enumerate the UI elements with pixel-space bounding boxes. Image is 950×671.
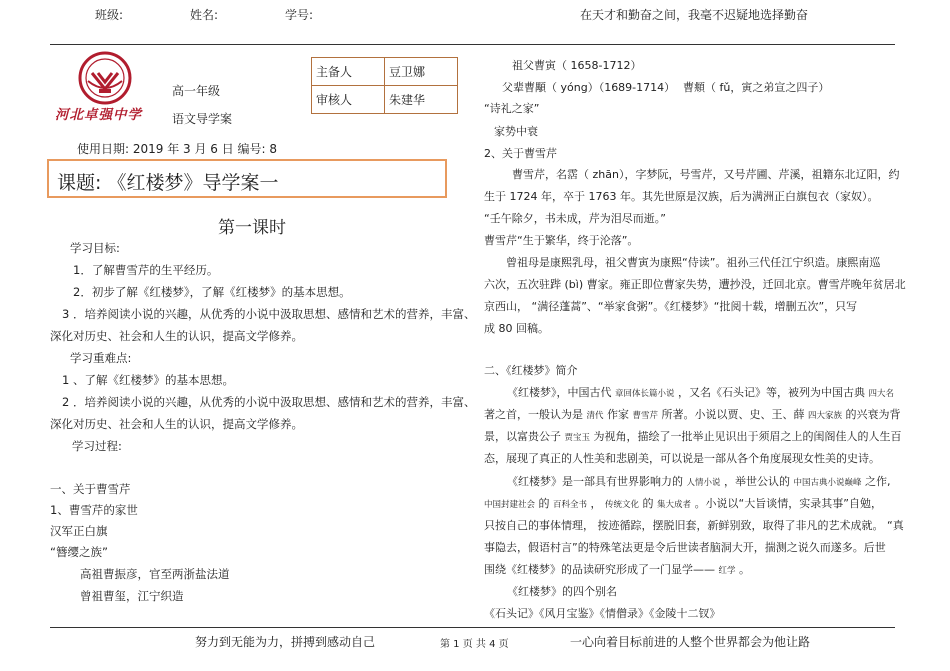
intro-note: 清代: [586, 411, 604, 421]
father-line-b: 曹頫（ fǔ，寅之弟宣之四子）: [683, 81, 830, 94]
section-2-heading: 二、《红楼梦》简介: [484, 364, 578, 377]
family-quote: “簪缨之族”: [50, 545, 108, 559]
intro-note: 贾宝玉: [564, 433, 591, 443]
intro-note: 章回体长篇小说: [615, 389, 675, 399]
intro-text: 《红楼梦》是一部具有世界影响力的: [507, 475, 683, 488]
intro-line-5: [507, 473, 891, 489]
goal-2: 2．初步了解《红楼梦》，了解《红楼梦》的基本思想。: [73, 285, 351, 299]
bio-line-1: 曹雪芹，名霑（ zhān），字梦阮，号雪芹，又号芹圃、芹溪，祖籍东北辽阳，约: [512, 168, 900, 181]
quote-life: 曹雪芹“生于繁华，终于沦落”。: [484, 234, 639, 247]
section-1-heading: 一、关于曹雪芹: [50, 482, 131, 496]
great-great-grandfather: 高祖曹振彦，官至两浙盐法道: [80, 567, 230, 581]
intro-line-4: 态，展现了真正的人性美和悲剧美，可以说是一部从各个角度展现女性美的史诗。: [484, 452, 880, 465]
name-label: 姓名:: [190, 8, 219, 22]
intro-line-7: 只按自己的事体情理， 按迹循踪，摆脱旧套，新鲜别致，取得了非凡的艺术成就。 “真: [484, 519, 904, 532]
goal-3-line2: 深化对历史、社会和人生的认识，提高文学修养。: [50, 329, 303, 343]
intro-note: 传统文化: [605, 500, 640, 510]
header-motto: 在天才和勤奋之间，我毫不迟疑地选择勤奋: [580, 8, 809, 22]
school-logo: [55, 51, 155, 123]
reviewer-name: 朱建华: [385, 86, 458, 114]
intro-line-6: [484, 495, 882, 511]
intro-text: 作家: [607, 408, 630, 421]
intro-note: 四大家族: [808, 411, 843, 421]
intro-text: 景，以富贵公子: [484, 430, 561, 443]
intro-line-2: [484, 406, 901, 422]
goal-1: 1．了解曹雪芹的生平经历。: [73, 263, 219, 277]
intro-line-1: [507, 384, 894, 400]
goal-3-line1: 3 ．培养阅读小说的兴趣，从优秀的小说中汲取思想、感情和艺术的营养，丰富、: [62, 307, 476, 321]
intro-line-3: [484, 428, 902, 444]
intro-text: 的: [642, 497, 654, 510]
intro-text: ，又名《石头记》等，被列为中国古典: [678, 386, 866, 399]
intro-text: 围绕《红楼梦》的品读研究形成了一门显学——: [484, 563, 715, 576]
reviewer-label: 审核人: [312, 86, 385, 114]
father-line-a: 父辈曹顒（ yóng）（1689-1714）: [502, 81, 676, 94]
key-2-line2: 深化对历史、社会和人生的认识，提高文学修养。: [50, 417, 303, 431]
intro-text: 的兴衰为背: [845, 408, 901, 421]
process-label: 学习过程:: [72, 439, 122, 453]
intro-note: 四大名: [868, 389, 895, 399]
intro-text: 所著。小说以贾、史、王、薛: [661, 408, 805, 421]
footer-rule: [50, 627, 895, 628]
intro-note: 中国封建社会: [484, 500, 536, 510]
class-label: 班级:: [95, 8, 124, 22]
bio-line-4: 六次，五次驻跸 (bì) 曹家。雍正即位曹家失势，遭抄没，迁回北京。曹雪芹晚年贫居北: [484, 278, 906, 291]
intro-text: 《红楼梦》，中国古代: [507, 386, 612, 399]
intro-note: 百科全书: [553, 500, 588, 510]
intro-text: ，: [590, 497, 602, 510]
intro-text: ，举世公认的: [724, 475, 791, 488]
intro-text: 的: [538, 497, 550, 510]
intro-note: 曹雪芹: [632, 411, 659, 421]
usage-date: 使用日期: 2019 年 3 月 6 日 编号: 8: [77, 142, 278, 156]
alias-label: 《红楼梦》的四个别名: [507, 585, 617, 598]
grade-label: 高一年级: [172, 84, 221, 98]
great-grandfather: 曾祖曹玺，江宁织造: [80, 589, 184, 603]
key-1: 1 、了解《红楼梦》的基本思想。: [62, 373, 234, 387]
bio-line-2: 生于 1724 年，卒于 1763 年。其先世原是汉族，后为满洲正白旗包衣（家奴）。: [484, 190, 879, 203]
subject-label: 语文导学案: [172, 112, 233, 126]
section-1-2-heading: 2、关于曹雪芹: [484, 147, 557, 160]
intro-text: 之作,: [865, 475, 891, 488]
intro-text: 。: [739, 563, 751, 576]
lesson-title-box: [47, 159, 447, 198]
bio-line-5: 京西山， “满径蓬蒿”、“举家食粥”。《红楼梦》“批阅十载，增删五次”，只写: [484, 300, 858, 313]
quote-new-year: “壬午除夕，书未成，芹为泪尽而逝。”: [484, 212, 666, 225]
key-2-line1: 2 ．培养阅读小说的兴趣，从优秀的小说中汲取思想、感情和艺术的营养，丰富、: [62, 395, 476, 409]
logo-text: 河北卓强中学: [55, 107, 142, 123]
intro-note: 人情小说: [686, 478, 721, 488]
footer-left-motto: 努力到无能为力，拼搏到感动自己: [195, 635, 376, 649]
intro-text: 著之首，一般认为是: [484, 408, 583, 421]
grandfather-line: 祖父曹寅（ 1658-1712）: [512, 59, 642, 72]
preparer-label: 主备人: [312, 58, 385, 86]
lesson-title: 课题: 《红楼梦》导学案一: [57, 172, 279, 194]
bio-line-3: 曾祖母是康熙乳母，祖父曹寅为康熙“侍读”。祖孙三代任江宁织造。康熙南巡: [506, 256, 881, 269]
keys-label: 学习重难点:: [70, 351, 132, 365]
intro-text: 为视角，描绘了一批举止见识出于须眉之上的闺阁佳人的人生百: [593, 430, 902, 443]
intro-text: 。小说以“大旨谈情，实录其事”自勉，: [694, 497, 882, 510]
section-1-1-heading: 1、曹雪芹的家世: [50, 503, 138, 517]
preparer-name: 豆卫娜: [385, 58, 458, 86]
family-decline: 家势中衰: [494, 125, 538, 138]
intro-note: 红学: [718, 566, 736, 576]
alias-list: 《石头记》《风月宝鉴》《情僧录》《金陵十二钗》: [484, 607, 721, 620]
intro-note: 中国古典小说巅峰: [793, 478, 862, 488]
poetry-family: “诗礼之家”: [484, 102, 540, 115]
page-number: 第 1 页 共 4 页: [440, 639, 509, 650]
footer-right-motto: 一心向着目标前进的人整个世界都会为他让路: [570, 635, 811, 649]
intro-line-8: 事隐去，假语村言”的特殊笔法更是令后世读者脑洞大开，揣测之说久而遂多。后世: [484, 541, 886, 554]
intro-note: 集大成者: [657, 500, 692, 510]
staff-table: [311, 57, 458, 114]
banner-text: 汉军正白旗: [50, 524, 108, 538]
header-rule: [50, 44, 895, 45]
lesson-period: 第一课时: [218, 218, 286, 238]
goals-label: 学习目标:: [70, 241, 120, 255]
student-id-label: 学号:: [285, 8, 314, 22]
intro-line-9: [484, 561, 750, 577]
bio-line-6: 成 80 回稿。: [484, 322, 549, 335]
